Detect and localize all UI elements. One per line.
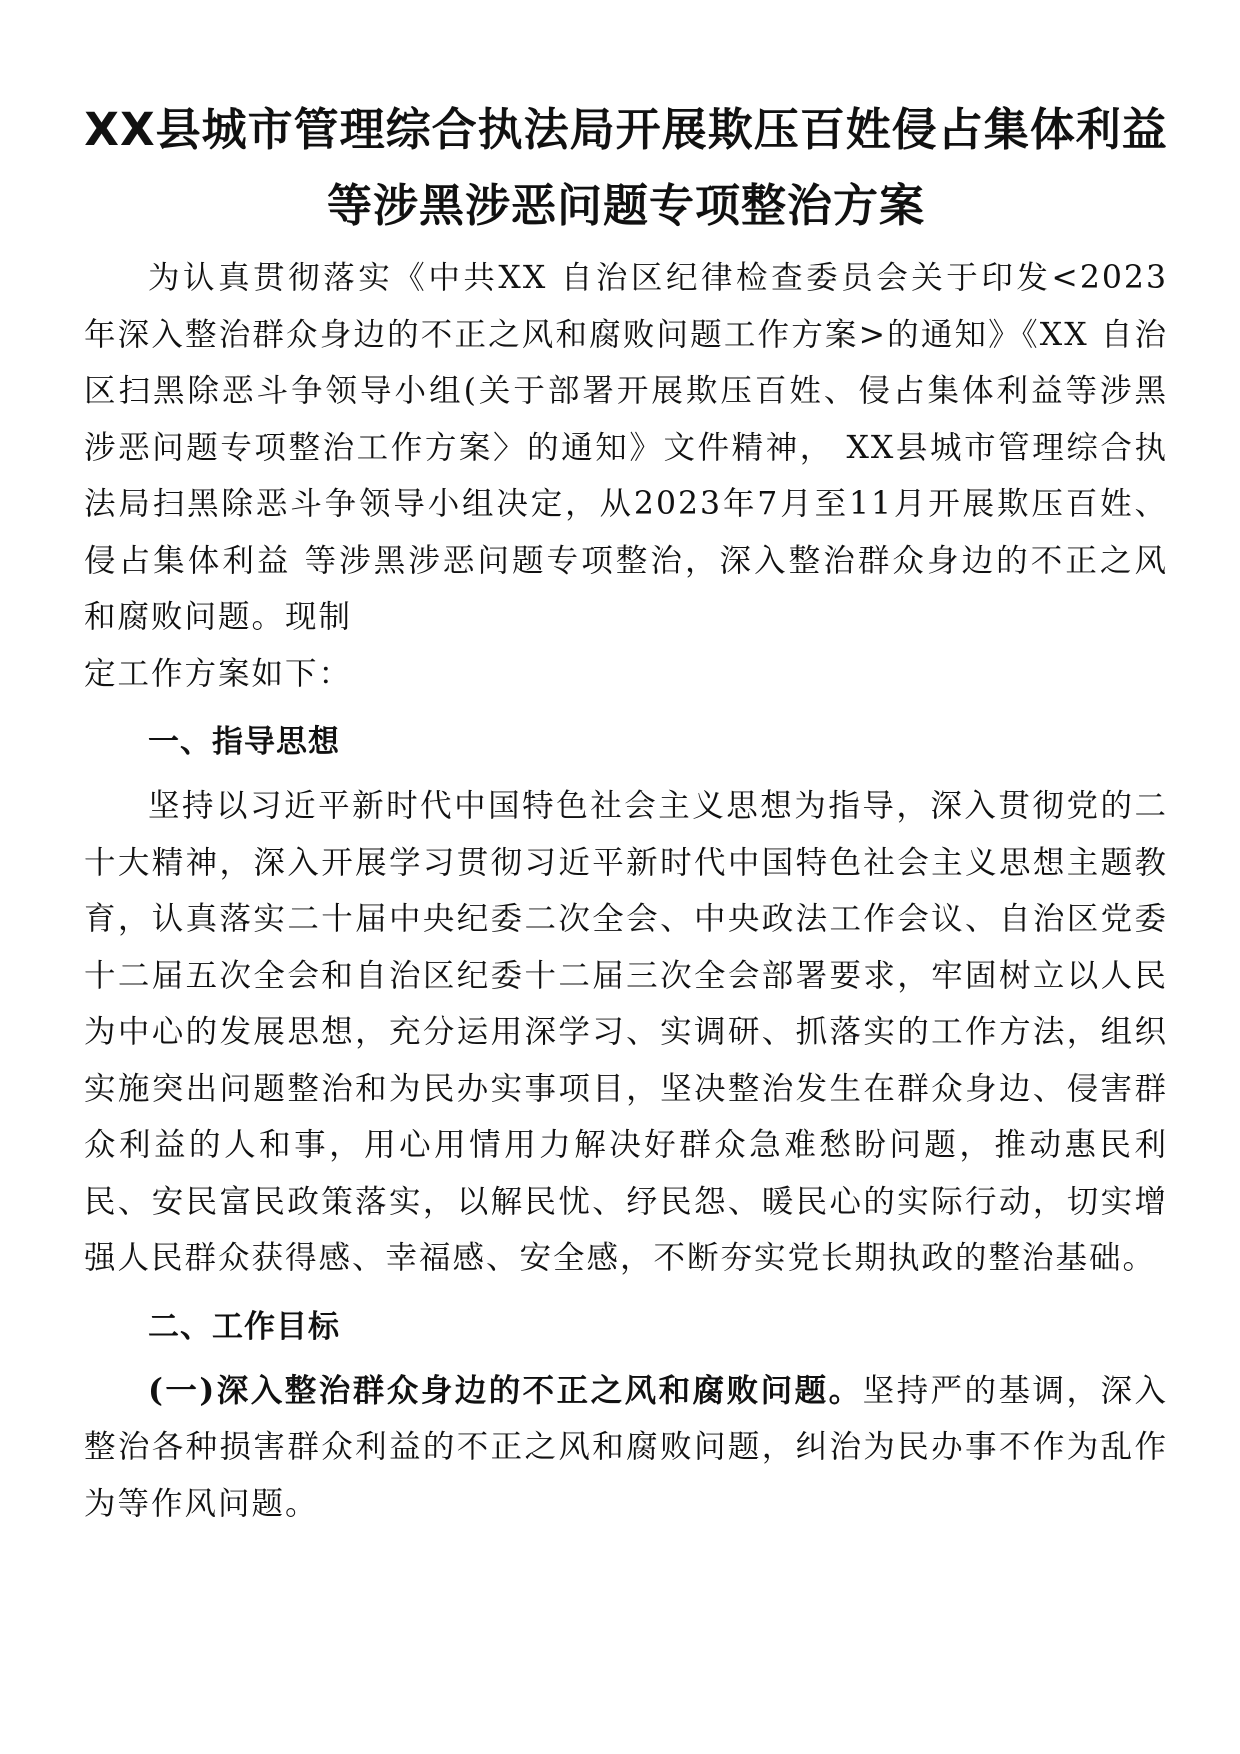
work-goal-item-1: [84, 1363, 1168, 1533]
title-line-2: 等涉黑涉恶问题专项整治方案: [326, 179, 925, 232]
intro-paragraph: 为认真贯彻落实《中共XX 自治区纪律检查委员会关于印发<2023 年深入整治群众身边的不正之风和腐败问题工作方案>的通知》《XX 自治区扫黑除恶斗争领导小组(关于部署开展欺压百姓、侵占集体利益等涉黑涉恶问题专项整治工作方案〉的通知》文件精神， XX县城市管理综合执法局扫黑除恶斗争领导小组决定，从2023年7月至11月开展欺压百姓、侵占集体利益 等涉黑涉恶问题专项整治，深入整治群众身边的不正之风和腐败问题。现制: [84, 260, 1168, 635]
intro-paragraph-continuation: 定工作方案如下：: [84, 655, 353, 692]
document-title: [84, 92, 1168, 244]
title-line-1: XX县城市管理综合执法局开展欺压百姓侵占集体利益: [84, 103, 1168, 156]
section-heading-work-goals: 二、工作目标: [148, 1308, 340, 1345]
section-heading-guiding-thought: 一、指导思想: [148, 724, 340, 760]
work-goal-item-1-lead: (一)深入整治群众身边的不正之风和腐败问题。: [148, 1371, 863, 1409]
guiding-thought-paragraph: 坚持以习近平新时代中国特色社会主义思想为指导，深入贯彻党的二十大精神，深入开展学习贯彻习近平新时代中国特色社会主义思想主题教育，认真落实二十届中央纪委二次全会、中央政法工作会议、自治区党委十二届五次全会和自治区纪委十二届三次全会部署要求，牢固树立以人民为中心的发展思想，充分运用深学习、实调研、抓落实的工作方法，组织实施突出问题整治和为民办实事项目，坚决整治发生在群众身边、侵害群众利益的人和事，用心用情用力解决好群众急难愁盼问题，推动惠民利民、安民富民政策落实，以解民忧、纾民怨、暖民心的实际行动，切实增强人民群众获得感、幸福感、安全感，不断夯实党长期执政的整治基础。: [84, 788, 1168, 1276]
work-goal-item-1-body: 坚持严的基调，深入整治各种损害群众利益的不正之风和腐败问题，纠治为民办事不作为乱作为等作风问题。: [84, 1372, 1168, 1522]
